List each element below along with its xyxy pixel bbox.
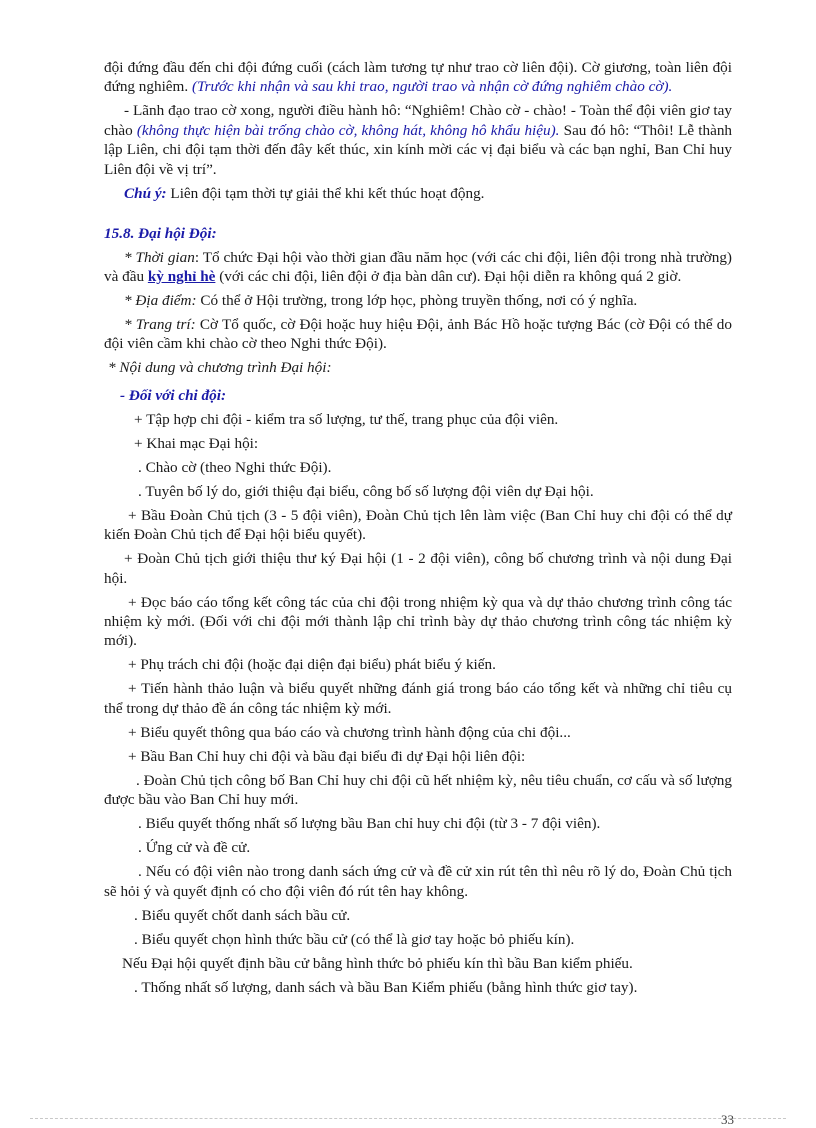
content-label: * Nội dung và chương trình Đại hội: xyxy=(108,359,332,377)
list-item: . Chào cờ (theo Nghi thức Đội). xyxy=(138,458,332,476)
decor-text: Cờ Tổ quốc, cờ Đội hoặc huy hiệu Đội, ảnh Bác Hồ hoặc tượng Bác (cờ Đội có thể do đội viên cầm khi chào cờ theo Nghi thức Đội). xyxy=(104,316,732,353)
decor-label: * Trang trí: xyxy=(124,316,196,334)
list-item: . Biểu quyết thống nhất số lượng bầu Ban chỉ huy chi đội (từ 3 - 7 đội viên). xyxy=(138,815,601,833)
paragraph-time xyxy=(104,248,732,287)
list-item: + Biểu quyết thông qua báo cáo và chương trình hành động của chi đội... xyxy=(128,723,571,741)
summer-break-link[interactable]: kỳ nghỉ hè xyxy=(147,268,216,286)
section-heading: 15.8. Đại hội Đội: xyxy=(104,224,217,242)
paragraph-note: (Trước khi nhận và sau khi trao, người trao và nhận cờ đứng nghiêm chào cờ). xyxy=(191,78,673,96)
list-item: . Ứng cử và đề cử. xyxy=(138,839,251,857)
paragraph-decor xyxy=(104,315,732,354)
document-page xyxy=(104,58,732,1002)
list-item: + Đoàn Chủ tịch giới thiệu thư ký Đại hội (1 - 2 đội viên), công bố chương trình và nội dung Đại hội. xyxy=(104,550,732,587)
list-item: . Đoàn Chủ tịch công bố Ban Chỉ huy chi đội cũ hết nhiệm kỳ, nêu tiêu chuẩn, cơ cấu và số lượng được bầu vào Ban Chỉ huy mới. xyxy=(104,771,732,809)
paragraph-place xyxy=(104,291,732,310)
note-text: Liên đội tạm thời tự giải thể khi kết thúc hoạt động. xyxy=(166,184,485,202)
list-item: . Biểu quyết chốt danh sách bầu cử. xyxy=(134,906,351,924)
paragraph-note: (không thực hiện bài trống chào cờ, không hát, không hô khẩu hiệu). xyxy=(136,121,560,139)
note-label: Chú ý: xyxy=(124,184,167,202)
list-item: + Tiến hành thảo luận và biểu quyết những đánh giá trong báo cáo tổng kết và những chỉ tiêu cụ thể trong dự thảo đề án công tác nhiệm kỳ mới. xyxy=(104,680,732,717)
list-item: . Tuyên bố lý do, giới thiệu đại biểu, công bố số lượng đội viên dự Đại hội. xyxy=(138,482,594,500)
paragraph-salute xyxy=(104,101,732,179)
footer-divider xyxy=(30,1118,786,1119)
list-item: + Đọc báo cáo tổng kết công tác của chi đội trong nhiệm kỳ qua và dự thảo chương trình công tác nhiệm kỳ mới. (Đối với chi đội mới thành lập chỉ trình bày dự thảo chương trình công tác nhiệm kỳ mới). xyxy=(104,593,732,650)
list-item: + Phụ trách chi đội (hoặc đại diện đại biểu) phát biểu ý kiến. xyxy=(128,656,496,674)
list-item: + Khai mạc Đại hội: xyxy=(134,434,259,452)
time-text-1: : Tổ chức Đại hội vào thời gian đầu năm học (với các chi đội, liên đội trong nhà trường) và đầu xyxy=(104,248,732,286)
paragraph-text-2: Sau đó hô: “Thôi! Lễ thành lập Liên, chi đội tạm thời đến đây kết thúc, xin kính mời các vị đại biểu và các bạn nghỉ, Ban Chỉ huy Liên đội về vị trí”. xyxy=(104,121,733,178)
list-item: + Tập hợp chi đội - kiểm tra số lượng, tư thế, trang phục của đội viên. xyxy=(134,410,559,428)
list-item: + Bầu Đoàn Chủ tịch (3 - 5 đội viên), Đoàn Chủ tịch lên làm việc (Ban Chỉ huy chi đội có thể dự kiến Đoàn Chủ tịch để Đại hội biểu quyết). xyxy=(104,506,732,544)
paragraph-text: đội đứng đầu đến chi đội đứng cuối (cách làm tương tự như trao cờ liên đội). Cờ giương, toàn liên đội đứng nghiêm. xyxy=(104,59,732,96)
place-text: Có thể ở Hội trường, trong lớp học, phòng truyền thống, nơi có ý nghĩa. xyxy=(196,292,638,310)
list-item: . Biểu quyết chọn hình thức bầu cử (có thể là giơ tay hoặc bỏ phiếu kín). xyxy=(134,930,575,948)
list-item: + Bầu Ban Chỉ huy chi đội và bầu đại biểu đi dự Đại hội liên đội: xyxy=(128,747,526,765)
sub-section-label: - Đối với chi đội: xyxy=(120,386,227,404)
time-text-2: (với các chi đội, liên đội ở địa bàn dân cư). Đại hội diễn ra không quá 2 giờ. xyxy=(215,268,682,286)
list-item: Nếu Đại hội quyết định bầu cử bằng hình thức bỏ phiếu kín thì bầu Ban kiểm phiếu. xyxy=(122,954,633,972)
page-number: 33 xyxy=(721,1112,734,1127)
paragraph-text: - Lãnh đạo trao cờ xong, người điều hành hô: “Nghiêm! Chào cờ - chào! - Toàn thể đội viên giơ tay chào xyxy=(104,102,732,139)
list-item: . Nếu có đội viên nào trong danh sách ứng cử và đề cử xin rút tên thì nêu rõ lý do, Đoàn Chủ tịch sẽ hỏi ý và quyết định có cho đội viên đó rút tên hay không. xyxy=(104,863,732,900)
paragraph-note-dissolve xyxy=(104,184,732,203)
place-label: * Địa điểm: xyxy=(124,292,197,310)
paragraph-flag-raising xyxy=(104,58,732,97)
time-label: * Thời gian xyxy=(124,248,195,266)
list-item: . Thống nhất số lượng, danh sách và bầu Ban Kiểm phiếu (bằng hình thức giơ tay). xyxy=(134,978,638,996)
